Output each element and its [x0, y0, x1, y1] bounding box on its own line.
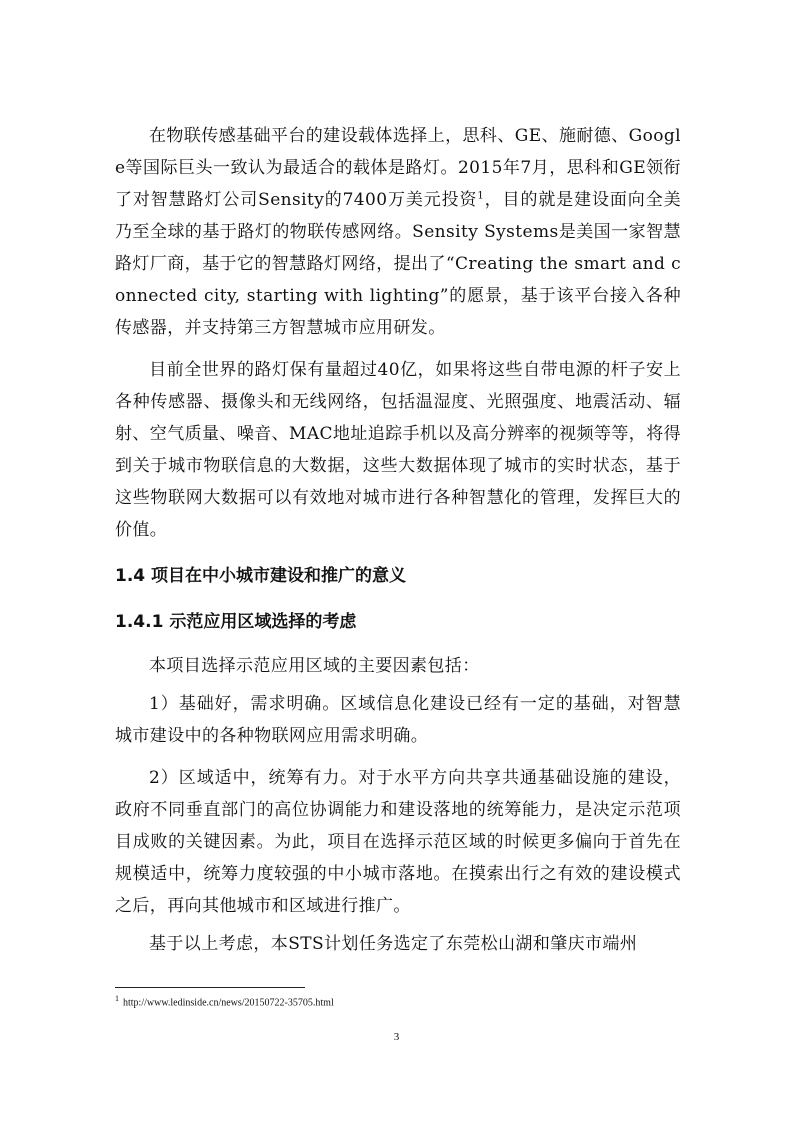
paragraph-text: 目前全世界的路灯保有量超过40亿，如果将这些自带电源的杆子安上各种传感器、摄像头和无线网络，包括温湿度、光照强度、地震活动、辐射、空气质量、噪音、MAC地址追踪手机以及高分辨率的视频等等，将得到关于城市物联信息的大数据，这些大数据体现了城市的实时状态，基于这些物联网大数据可以有效地对城市进行各种智慧化的管理，发挥巨大的价值。: [115, 360, 681, 540]
footnote-divider: [115, 987, 305, 988]
paragraph-text: 基于以上考虑，本STS计划任务选定了东莞松山湖和肇庆市端州: [149, 934, 638, 954]
paragraph-factor-1: [115, 688, 681, 752]
paragraph-text: ，目的就是建设面向全美乃至全球的基于路灯的物联传感网络。Sensity Systems是美国一家智慧路灯厂商，基于它的智慧路灯网络，提出了“Creating the smart and connected city, starting with lighting”的愿景，基于该平台接入各种传感器，并支持第三方智慧城市应用研发。: [115, 190, 681, 338]
page-number: 3: [393, 1031, 400, 1043]
footnote-marker: 1: [115, 994, 119, 1003]
paragraph-streetlight-carrier: [115, 120, 681, 344]
footnote-link[interactable]: http://www.ledinside.cn/news/20150722-35705.html: [123, 997, 334, 1009]
paragraph-factor-2: [115, 762, 681, 922]
footnote-reference[interactable]: 1: [477, 190, 485, 202]
paragraph-conclusion: [115, 928, 681, 960]
paragraph-selection-factors: [115, 650, 681, 682]
paragraph-text: 本项目选择示范应用区域的主要因素包括：: [149, 656, 480, 676]
footnote: [115, 992, 334, 1010]
section-heading-1-4-1: 1.4.1 示范应用区域选择的考虑: [115, 612, 357, 632]
paragraph-text: 在物联传感基础平台的建设载体选择上，思科、GE、施耐德、Google等国际巨头一致认为最适合的载体是路灯。2015年7月，思科和GE领衔了对智慧路灯公司Sensity的7400万美元投资: [115, 126, 681, 210]
section-heading-1-4: 1.4 项目在中小城市建设和推广的意义: [115, 566, 407, 586]
paragraph-text: 2）区域适中，统筹有力。对于水平方向共享共通基础设施的建设，政府不同垂直部门的高位协调能力和建设落地的统筹能力，是决定示范项目成败的关键因素。为此，项目在选择示范区域的时候更多偏向于首先在规模适中，统筹力度较强的中小城市落地。在摸索出行之有效的建设模式之后，再向其他城市和区域进行推广。: [115, 768, 681, 916]
paragraph-text: 1）基础好，需求明确。区域信息化建设已经有一定的基础，对智慧城市建设中的各种物联网应用需求明确。: [115, 694, 681, 746]
paragraph-streetlight-data: [115, 354, 681, 546]
